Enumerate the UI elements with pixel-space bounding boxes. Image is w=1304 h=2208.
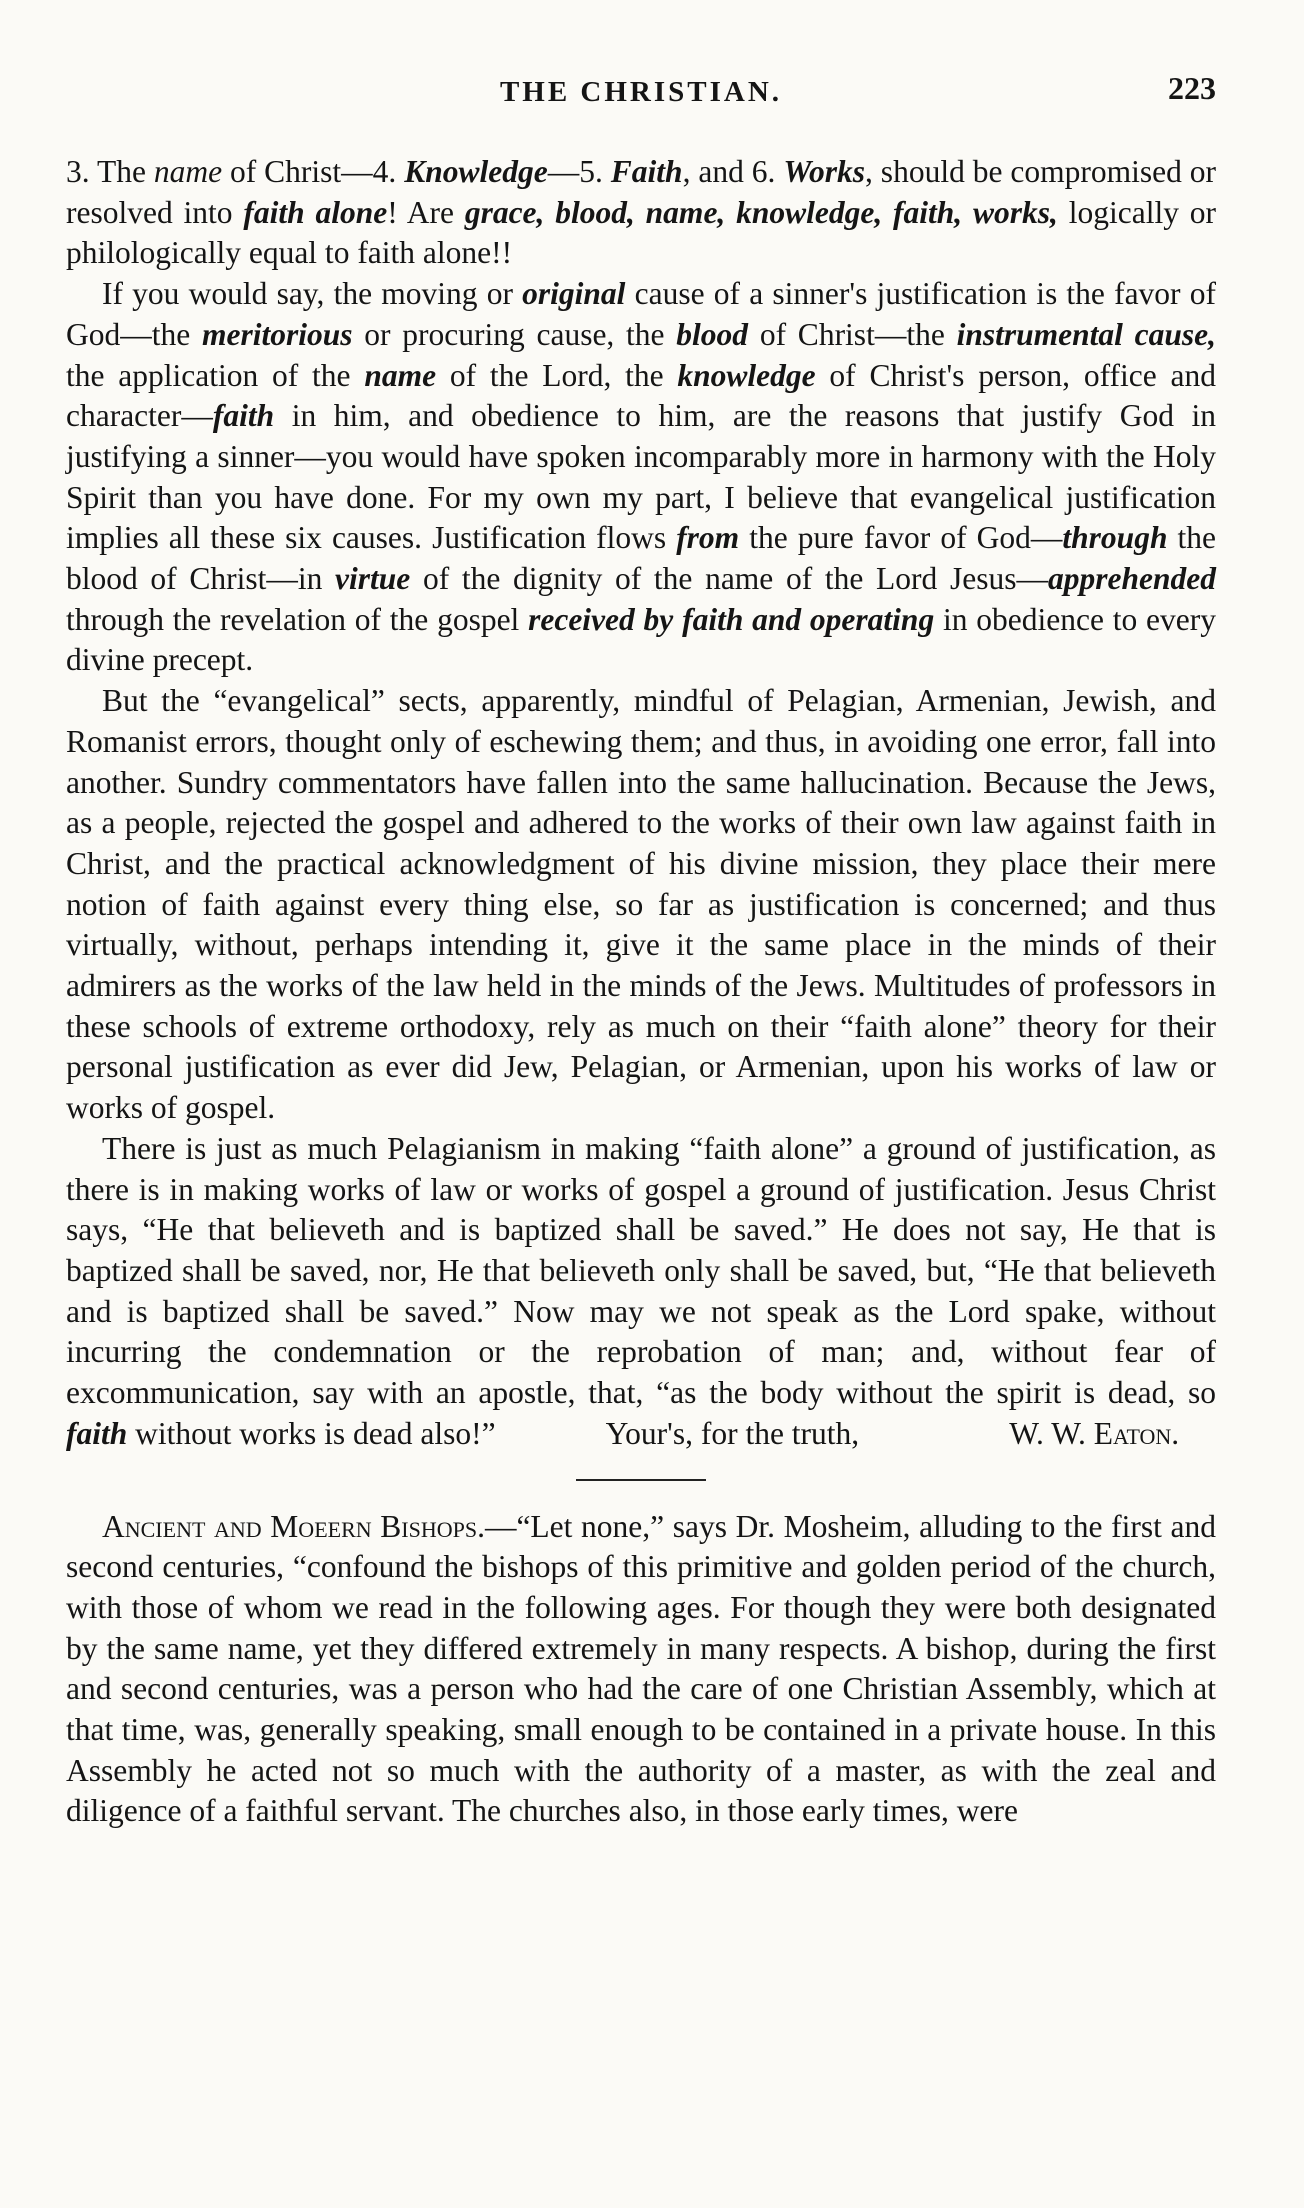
text-run: , should be compromised or resolved into: [66, 154, 1216, 230]
paragraph-2: [66, 274, 1216, 681]
italic-run: Works: [783, 154, 866, 189]
italic-run: name: [153, 154, 223, 189]
italic-run: virtue: [335, 561, 411, 597]
paragraph-3: But the “evangelical” sects, apparently, mindful of Pelagian, Armenian, Jewish, and Romanist errors, thought only of eschewing them; and thus, in avoiding one error, fall into another. Sundry commentators have fallen into the same hallucination. Because the Jews, as a people, rejected the gospel and adhered to the works of their own law against faith in Christ, and the practical acknowledgment of his divine mission, they place their mere notion of faith against every thing else, so far as justification is concerned; and thus virtually, without, perhaps intending it, give it the same place in the minds of their admirers as the works of the law held in the minds of the Jews. Multitudes of professors in these schools of extreme orthodoxy, rely as much on their “faith alone” theory for their personal justification as ever did Jew, Pelagian, or Armenian, upon his works of law or works of gospel.: [66, 683, 1216, 1126]
text-run: through the revelation of the gospel: [66, 601, 529, 637]
text-run: cause of a sinner's justification is the favor of God—the: [66, 276, 1216, 352]
signature-name: W. W. Eaton.: [1009, 1415, 1180, 1451]
paragraph-5: [66, 1507, 1216, 1833]
text-run: of Christ—4.: [222, 154, 405, 189]
text-run: There is just as much Pelagianism in making “faith alone” a ground of justification, as there is in making works of law or works of gospel a ground of justification. Jesus Christ says, “He that believeth and is baptized shall be saved.” He does not say, He that is baptized shall be saved, nor, He that believeth only shall be saved, but, “He that believeth and is baptized shall be saved.” Now may we not speak as the Lord spake, without incurring the condemnation or the reprobation of man; and, without fear of excommunication, say with an apostle, that, “as the body without the spirit is dead, so: [66, 1130, 1216, 1411]
text-run: , and 6.: [682, 154, 784, 189]
italic-run: blood: [676, 316, 749, 352]
italic-run: from: [676, 520, 740, 556]
text-run: in obedience to every divine precept.: [66, 601, 1216, 678]
running-title: THE CHRISTIAN.: [499, 76, 783, 108]
text-run: of Christ—the: [748, 316, 957, 352]
italic-run: received by faith and operating: [528, 601, 935, 637]
signature-closing: Your's, for the truth,: [605, 1415, 860, 1451]
italic-run: original: [522, 276, 626, 312]
italic-run: faith: [212, 398, 275, 434]
italic-run: Faith: [610, 154, 683, 189]
text-run: or procuring cause, the: [352, 316, 677, 352]
italic-run: faith alone: [243, 194, 388, 230]
italic-run: through: [1062, 520, 1168, 556]
paragraph-1: [66, 152, 1216, 274]
italic-run: instrumental cause,: [956, 316, 1216, 352]
text-run: without works is dead also!”: [127, 1415, 496, 1451]
text-run: ! Are: [387, 194, 465, 230]
text-run: of Christ's person, office and character—: [66, 357, 1217, 434]
paragraph-4: [66, 1129, 1216, 1455]
text-run: in him, and obedience to him, are the reasons that justify God in justifying a sinner—you would have spoken incomparably more in harmony with the Holy Spirit than you have done. For my own my part, I believe that evangelical justification implies all these six causes. Justification flows: [66, 398, 1216, 556]
italic-run: name: [364, 357, 437, 393]
text-run: the application of the: [66, 357, 365, 393]
text-run: of the Lord, the: [436, 357, 678, 393]
page-number: 223: [1168, 70, 1216, 106]
body-text: [66, 152, 1216, 1832]
text-run: —“Let none,” says Dr. Mosheim, alluding to the first and second centuries, “confound the bishops of this primitive and golden period of the church, with those of whom we read in the following ages. For though they were both designated by the same name, yet they differed extremely in many respects. A bishop, during the first and second centuries, was a person who had the care of one Christian Assembly, which at that time, was, generally speaking, small enough to be contained in a private house. In this Assembly he acted not so much with the authority of a master, as with the zeal and diligence of a faithful servant. The churches also, in those early times, were: [66, 1508, 1216, 1829]
text-run: —5.: [547, 154, 611, 189]
italic-run: meritorious: [201, 316, 353, 352]
text-run: of the dignity of the name of the Lord Jesus—: [410, 561, 1048, 597]
section-divider: [576, 1479, 706, 1481]
text-run: the blood of Christ—in: [66, 520, 1217, 597]
running-head: [66, 70, 1216, 120]
text-run: logically or philologically equal to faith alone!!: [66, 194, 1216, 271]
italic-run: grace, blood, name, knowledge, faith, works,: [464, 194, 1058, 230]
text-run: the pure favor of God—: [739, 520, 1063, 556]
text-run: If you would say, the moving or: [102, 276, 523, 312]
section-heading: Ancient and Moeern Bishops.: [102, 1508, 485, 1544]
text-run: 3. The: [66, 154, 154, 189]
italic-run: Knowledge: [404, 154, 548, 189]
italic-run: apprehended: [1047, 561, 1216, 597]
italic-run: faith: [66, 1415, 128, 1451]
italic-run: knowledge: [677, 357, 816, 393]
